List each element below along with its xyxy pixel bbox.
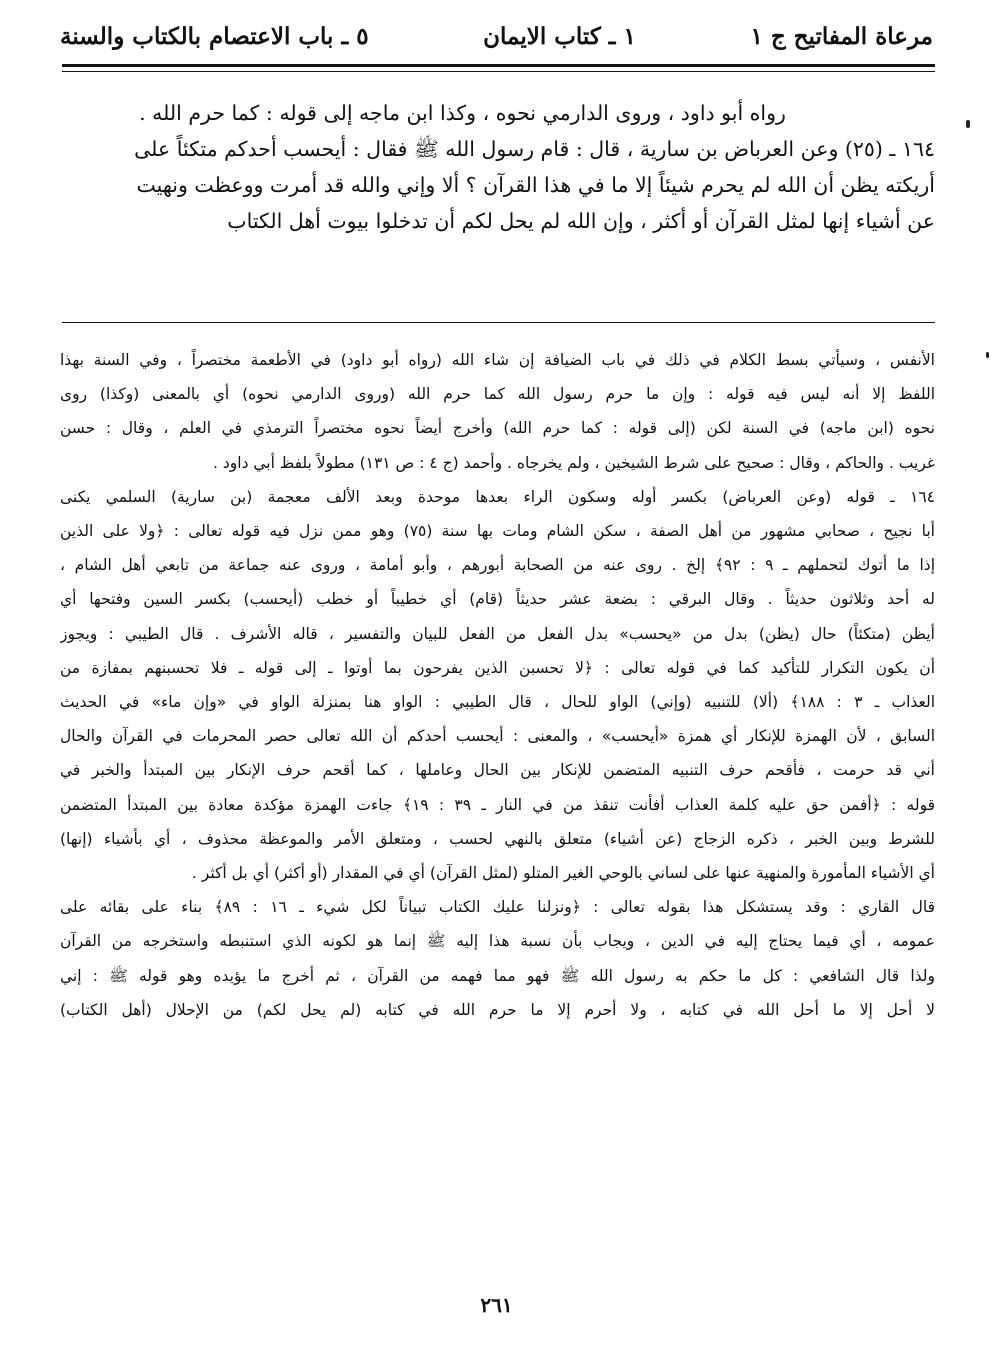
commentary-line: نحوه (ابن ماجه) في السنة لكن (إلى قوله : كما حرم الله) وأخرج أيضاً نحوه مختصراً الترمذي في العلم ، وقال : حسن <box>60 419 935 438</box>
commentary-line: السابق ، لأن الهمزة للإنكار أي همزة «أيحسب» ، والمعنى : أيحسب أحدكم أن الله تعالى حصر المحرمات في القرآن والحال <box>60 727 935 746</box>
commentary-line: قال القاري : وقد يستشكل هذا بقوله تعالى : ﴿ونزلنا عليك الكتاب تبياناً لكل شيء ـ ١٦ : ٨٩﴾ بناء على بقائه على <box>60 898 935 917</box>
page-number: ٢٦١ <box>480 1293 513 1317</box>
commentary-line: له أحد وثلاثون حديثاً . وقال البرقي : بضعة عشر حديثاً (قام) أي خطيباً أو خطب (أيحسب) بكسر السين وفتحها أي <box>60 590 935 609</box>
header-book-title: مرعاة المفاتيح ج ١ <box>750 22 933 50</box>
commentary-line: لا أحل إلا ما أحل الله في كتابه ، ولا أحرم إلا ما حرم الله في كتابه (لم يحل لكم) من الإحلال (أهل الكتاب) <box>60 1000 935 1019</box>
commentary-line: أني قد حرمت ، فأقحم حرف التنبيه المتضمن للإنكار بين الحال وعاملها ، كما أقحم حرف الإنكار بين المبتدأ والخبر في <box>60 761 935 780</box>
commentary-line: ولذا قال الشافعي : كل ما حكم به رسول الله ﷺ فهو مما فهمه من القرآن ، ثم أخرج ما يؤيده وهو قوله ﷺ : إني <box>60 966 935 985</box>
margin-mark <box>986 352 989 358</box>
hadith-line: عن أشياء إنها لمثل القرآن أو أكثر ، وإن الله لم يحل لكم أن تدخلوا بيوت أهل الكتاب <box>227 209 935 233</box>
header-section-title: ٥ ـ باب الاعتصام بالكتاب والسنة <box>60 22 369 50</box>
running-header <box>60 14 933 58</box>
commentary-line: أبا نجيح ، صحابي مشهور من أهل الصفة ، سكن الشام ومات بها سنة (٧٥) وهو ممن نزل فيه قوله تعالى : ﴿ولا على الذين <box>60 522 935 541</box>
commentary-text <box>60 343 935 1027</box>
hadith-line: ١٦٤ ـ (٢٥) وعن العرباض بن سارية ، قال : قام رسول الله ﷺ فقال : أيحسب أحدكم متكئاً على <box>134 137 935 161</box>
commentary-line: أي الأشياء المأمورة والمنهية عنها على لساني بالوحي الغير المتلو (لمثل القرآن) أي في المقدار (أو أكثر) أي بل أكثر . <box>191 864 935 883</box>
commentary-line: قوله : ﴿أفمن حق عليه كلمة العذاب أفأنت تنقذ من في النار ـ ٣٩ : ١٩﴾ جاءت الهمزة مؤكدة معادة بين المبتدأ المتضمن <box>60 795 935 814</box>
hadith-line: أريكته يظن أن الله لم يحرم شيئاً إلا ما في هذا القرآن ؟ ألا وإني والله قد أمرت ووعظت ونهيت <box>136 173 935 197</box>
commentary-line: ١٦٤ ـ قوله (وعن العرباض) بكسر أوله وسكون الراء بعدها موحدة وبعد الألف معجمة (بن سارية) السلمي يكنى <box>60 487 935 506</box>
header-chapter-title: ١ ـ كتاب الايمان <box>483 22 636 50</box>
commentary-line: العذاب ـ ٣ : ١٨٨﴾ (ألا) للتنبيه (وإني) الواو للحال ، قال الطيبي : الواو هنا بمنزلة الواو في «وإن ماء» في الحديث <box>60 693 935 712</box>
hadith-line: رواه أبو داود ، وروى الدارمي نحوه ، وكذا ابن ماجه إلى قوله : كما حرم الله . <box>139 101 786 125</box>
commentary-line: إذا ما أتوك لتحملهم ـ ٩ : ٩٢﴾ إلخ . روى عنه من الصحابة أبورهم ، وأبو أمامة ، وروى عنه جماعة من تابعي أهل الشام ، <box>60 556 935 575</box>
commentary-line: اللفظ إلا أنه ليس فيه قوله : وإن ما حرم رسول الله كما حرم الله (وروى الدارمي نحوه) أي بالمعنى (وكذا) روى <box>60 385 935 404</box>
commentary-line: أن يكون التكرار للتأكيد كما في قوله تعالى : ﴿لا تحسبن الذين يفرحون بما أوتوا ـ إلى قوله ـ فلا تحسبنهم بمفازة من <box>60 658 935 677</box>
hadith-text <box>60 95 935 239</box>
commentary-line: الأنفس ، وسيأتي بسط الكلام في ذلك في باب الضيافة إن شاء الله (رواه أبو داود) في الأطعمة مختصراً ، وفي السنة بهذا <box>60 351 935 369</box>
commentary-line: غريب . والحاكم ، وقال : صحيح على شرط الشيخين ، ولم يخرجاه . وأحمد (ج ٤ : ص ١٣١) مطولاً بلفظ أبي داود . <box>213 453 935 472</box>
commentary-line: عمومه ، أي فيما يحتاج إليه في الدين ، ويجاب بأن نسبة هذا إليه ﷺ إنما هو لكونه الذي استنبطه واستخرجه من القرآن <box>60 932 935 951</box>
commentary-line: للشرط وبين الخبر ، ذكره الزجاج (عن أشياء) متعلق بالنهي لحسب ، ومتعلق الأمر والموعظة محذوف ، أي بأشياء (إنها) <box>60 829 935 848</box>
footnote-rule <box>62 322 935 323</box>
commentary-line: أيظن (متكئاً) حال (يظن) بدل من «يحسب» بدل الفعل من الفعل للبيان والتفسير ، قاله الأشرف . قال الطيبي : ويجوز <box>60 624 935 643</box>
header-rule <box>62 64 935 72</box>
margin-mark <box>966 120 970 128</box>
